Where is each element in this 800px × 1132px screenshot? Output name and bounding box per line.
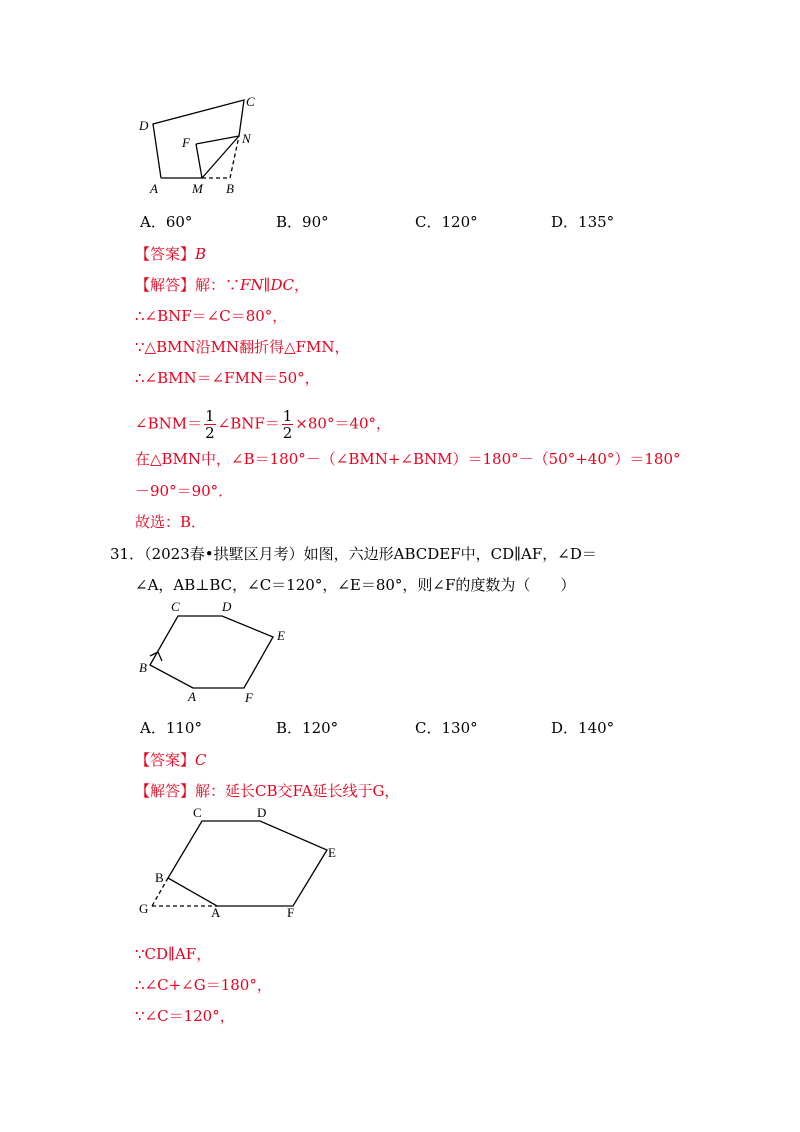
ext-label-B: B bbox=[155, 870, 164, 885]
q30-solution-line5 bbox=[135, 408, 391, 441]
q30-solution-line3: ∵△BMN沿MN翻折得△FMN， bbox=[135, 338, 350, 356]
ext-label-C: C bbox=[193, 805, 202, 820]
q30-solution-line7: －90°＝90°． bbox=[135, 482, 234, 500]
q30-solution-line6: 在△BMN中，∠B＝180°－（∠BMN+∠BNM）＝180°－（50°+40°）＝180° bbox=[135, 450, 681, 468]
q30-option-b: B．90° bbox=[276, 213, 329, 231]
expr-result: ×80°＝40°， bbox=[295, 414, 392, 433]
label-M: M bbox=[192, 181, 203, 196]
q30-option-d: D．135° bbox=[551, 213, 615, 231]
figure-hexagon bbox=[130, 598, 300, 708]
expr-bnf: ∠BNF＝ bbox=[217, 414, 280, 433]
hex-label-F: F bbox=[245, 690, 253, 705]
ext-label-E: E bbox=[328, 845, 336, 860]
q31-answer bbox=[135, 750, 207, 770]
hex-label-D: D bbox=[222, 599, 232, 614]
solution-expr: FN∥DC bbox=[240, 276, 294, 294]
q31-option-d: D．140° bbox=[551, 719, 615, 737]
hex-label-B: B bbox=[139, 660, 147, 675]
q31-solution-line4: ∵∠C＝120°， bbox=[135, 1007, 235, 1025]
answer-value: B bbox=[195, 245, 207, 263]
expr-bnm: ∠BNM＝ bbox=[135, 414, 203, 433]
q30-option-a: A．60° bbox=[140, 213, 193, 231]
q31-question-line1: 31．（2023春•拱墅区月考）如图，六边形ABCDEF中，CD∥AF，∠D＝ bbox=[110, 545, 597, 563]
label-F: F bbox=[182, 135, 190, 150]
q30-solution-line8: 故选：B． bbox=[135, 513, 207, 531]
hex-label-E: E bbox=[277, 628, 285, 643]
q31-solution-line1: 【解答】解：延长CB交FA延长线于G， bbox=[135, 782, 400, 800]
q30-answer bbox=[135, 244, 206, 264]
q30-solution-line4: ∴∠BMN＝∠FMN＝50°， bbox=[135, 369, 320, 387]
fraction-half-2: $\frac{1}{2}$ bbox=[282, 407, 293, 442]
ext-label-G: G bbox=[139, 901, 149, 916]
q31-question-line2: ∠A，AB⊥BC，∠C＝120°，∠E＝80°，则∠F的度数为（ ） bbox=[135, 576, 576, 594]
label-N: N bbox=[242, 131, 251, 146]
figure-quadrilateral-fold bbox=[130, 88, 270, 198]
q30-solution-line2: ∴∠BNF＝∠C＝80°， bbox=[135, 307, 288, 325]
answer-tag: 【答案】 bbox=[135, 751, 196, 769]
hex-label-C: C bbox=[171, 599, 180, 614]
answer-value: C bbox=[195, 751, 207, 769]
ext-label-A: A bbox=[211, 905, 221, 920]
q30-option-c: C．120° bbox=[415, 213, 478, 231]
ext-label-D: D bbox=[257, 805, 267, 820]
q30-solution-line1 bbox=[135, 275, 309, 295]
fraction-half-1: $\frac{1}{2}$ bbox=[205, 407, 215, 442]
figure-hexagon-extended bbox=[130, 800, 355, 925]
label-C: C bbox=[246, 94, 255, 109]
label-A: A bbox=[150, 181, 158, 196]
q31-option-a: A．110° bbox=[140, 719, 202, 737]
label-B: B bbox=[226, 181, 234, 196]
q31-solution-line2: ∵CD∥AF， bbox=[135, 945, 212, 963]
ext-label-F: F bbox=[287, 905, 295, 920]
answer-tag: 【答案】 bbox=[135, 245, 196, 263]
label-D: D bbox=[139, 118, 149, 133]
q31-option-b: B．120° bbox=[276, 719, 339, 737]
hex-label-A: A bbox=[188, 689, 196, 704]
solution-prefix: 【解答】解：∵ bbox=[135, 276, 241, 294]
solution-suffix: ， bbox=[293, 276, 309, 294]
q31-solution-line3: ∴∠C+∠G＝180°， bbox=[135, 976, 272, 994]
q31-option-c: C．130° bbox=[415, 719, 478, 737]
